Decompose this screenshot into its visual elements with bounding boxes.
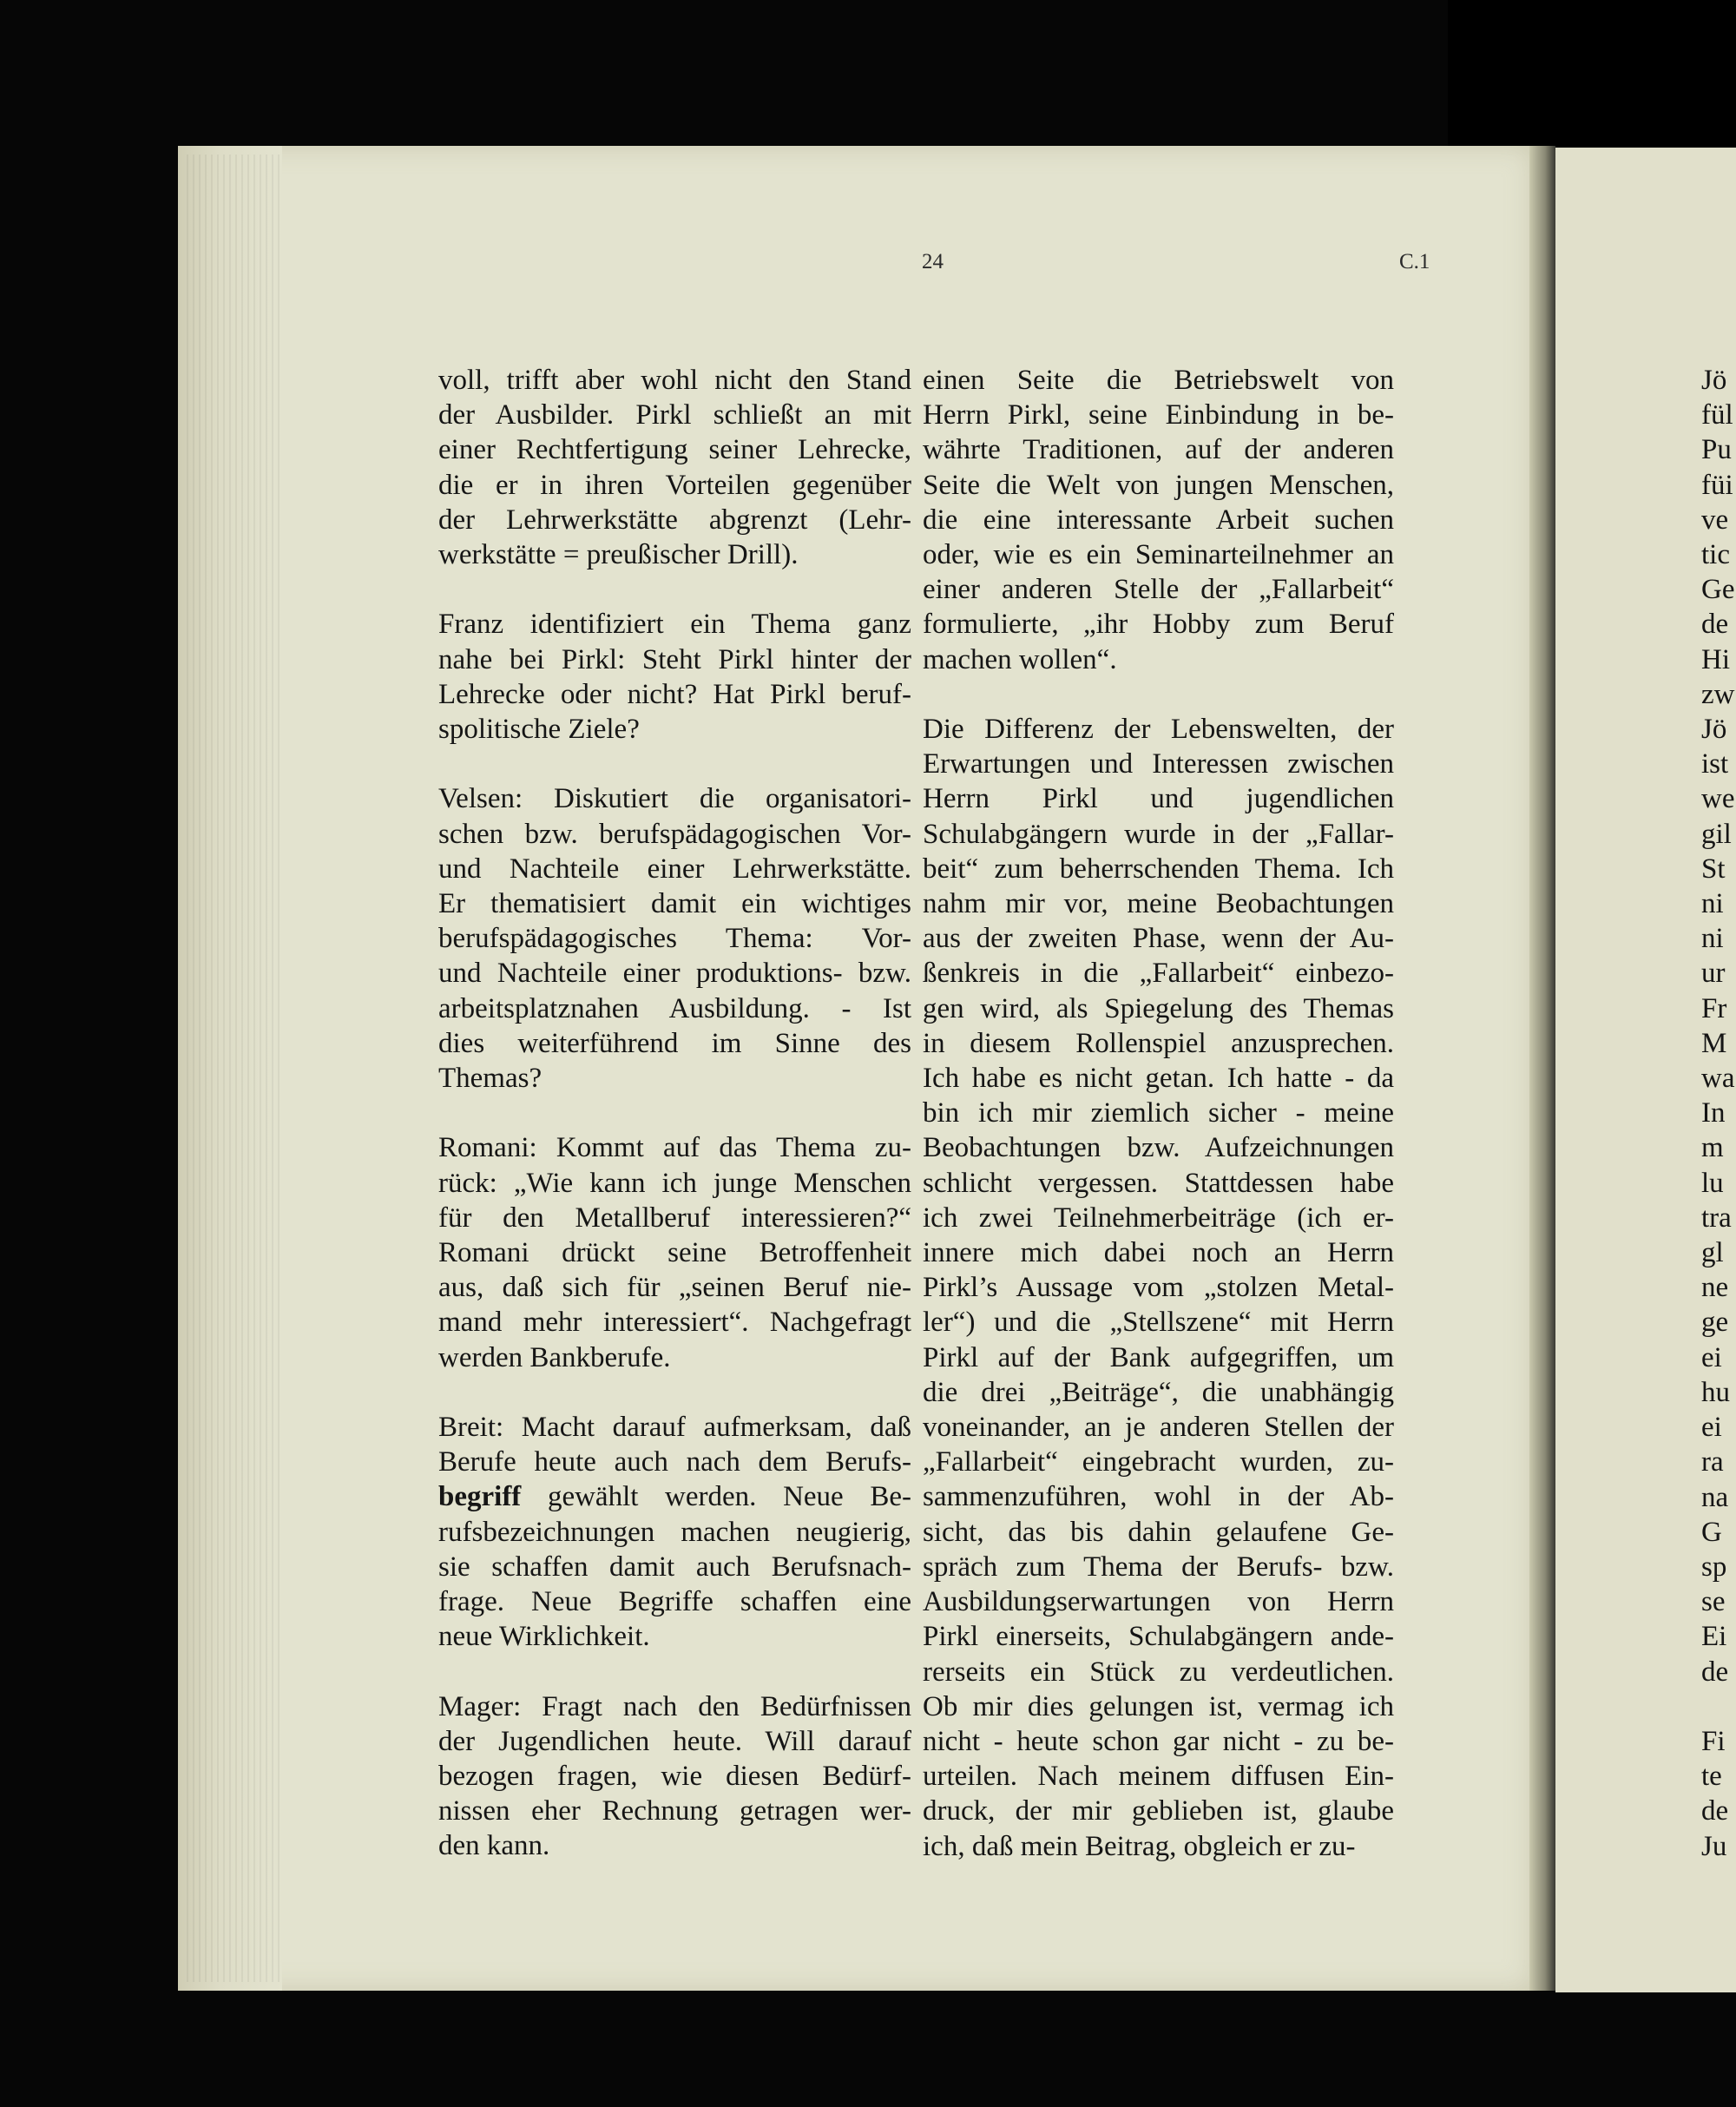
text-fragment: Jö — [1701, 714, 1727, 746]
text-line: Erwartungen und Interessen zwischen — [923, 748, 1394, 780]
text-line: und Nachteile einer produktions- bzw. — [438, 958, 911, 990]
text-line: Lehrecke oder nicht? Hat Pirkl beruf- — [438, 678, 911, 710]
text-fragment: M — [1701, 1027, 1727, 1059]
text-line: Schulabgängern wurde in der „Fallar- — [923, 818, 1394, 850]
text-line: innere mich dabei noch an Herrn — [923, 1237, 1394, 1269]
text-fragment: St — [1701, 853, 1726, 885]
text-line: nissen eher Rechnung getragen wer- — [438, 1795, 911, 1827]
text-fragment: Fi — [1701, 1725, 1726, 1757]
text-line: Die Differenz der Lebenswelten, der — [923, 714, 1394, 746]
page-edge-stack — [187, 155, 280, 1982]
text-fragment: Jö — [1701, 365, 1727, 396]
text-line: Romani: Kommt auf das Thema zu- — [438, 1132, 911, 1164]
text-line: aus, daß sich für „seinen Beruf nie- — [438, 1272, 911, 1304]
paragraph — [438, 1130, 911, 1374]
text-fragment: ei — [1701, 1412, 1722, 1444]
paragraph-gap — [438, 1096, 911, 1130]
text-line: die drei „Beiträge“, die unabhängig — [923, 1376, 1394, 1408]
text-line: machen wollen“. — [923, 643, 1117, 675]
text-line: Breit: Macht darauf aufmerksam, daß — [438, 1412, 911, 1444]
text-line: Herrn Pirkl, seine Einbindung in be- — [923, 399, 1394, 431]
text-fragment: te — [1701, 1761, 1722, 1793]
paragraph — [438, 1689, 911, 1864]
text-fragment: ni — [1701, 888, 1724, 920]
text-line: rerseits ein Stück zu verdeutlichen. — [923, 1656, 1394, 1688]
text-line: „Fallarbeit“ eingebracht wurden, zu- — [923, 1446, 1394, 1478]
text-line: aus der zweiten Phase, wenn der Au- — [923, 923, 1394, 955]
left-text-column — [438, 363, 911, 1864]
text-line: Beobachtungen bzw. Aufzeichnungen — [923, 1132, 1394, 1164]
text-line: ich zwei Teilnehmerbeiträge (ich er- — [923, 1202, 1394, 1234]
text-line: schlicht vergessen. Stattdessen habe — [923, 1167, 1394, 1199]
text-fragment: de — [1701, 1795, 1729, 1827]
text-line: Herrn Pirkl und jugendlichen — [923, 783, 1394, 815]
right-text-column — [923, 363, 1394, 1864]
text-line: beit“ zum beherrschenden Thema. Ich — [923, 853, 1394, 885]
text-line: werden Bankberufe. — [438, 1341, 671, 1373]
text-line: währte Traditionen, auf der anderen — [923, 434, 1394, 466]
text-line: rück: „Wie kann ich junge Menschen — [438, 1167, 911, 1199]
text-fragment: füi — [1701, 469, 1733, 501]
text-line: Ich habe es nicht getan. Ich hatte - da — [923, 1063, 1394, 1095]
text-fragment: gil — [1701, 818, 1732, 850]
text-fragment: Hi — [1701, 643, 1730, 675]
text-line: gen wird, als Spiegelung des Themas — [923, 992, 1394, 1024]
text-fragment: lu — [1701, 1167, 1724, 1199]
text-line: spräch zum Thema der Berufs- bzw. — [923, 1551, 1394, 1583]
text-line: Velsen: Diskutiert die organisatori- — [438, 783, 911, 815]
text-line: begriff gewählt werden. Neue Be- — [438, 1481, 911, 1513]
text-fragment: m — [1701, 1132, 1724, 1164]
paragraph — [438, 781, 911, 1096]
book-gutter — [1529, 146, 1555, 1991]
text-line: werkstätte = preußischer Drill). — [438, 539, 799, 571]
text-line: ich, daß mein Beitrag, obgleich er zu- — [923, 1830, 1356, 1862]
text-line: Romani drückt seine Betroffenheit — [438, 1237, 911, 1269]
paragraph-gap — [438, 1654, 911, 1689]
text-line: Pirkl auf der Bank aufgegriffen, um — [923, 1341, 1394, 1373]
text-fragment: fül — [1701, 399, 1733, 431]
text-line: in diesem Rollenspiel anzusprechen. — [923, 1027, 1394, 1059]
text-fragment: zw — [1701, 678, 1735, 710]
text-fragment: ne — [1701, 1272, 1729, 1304]
text-fragment: tic — [1701, 539, 1730, 571]
text-fragment: ur — [1701, 958, 1726, 990]
text-line: Er thematisiert damit ein wichtiges — [438, 888, 911, 920]
text-line: arbeitsplatznahen Ausbildung. - Ist — [438, 992, 911, 1024]
text-fragment: ist — [1701, 748, 1729, 780]
text-line: den kann. — [438, 1830, 550, 1862]
text-line: urteilen. Nach meinem diffusen Ein- — [923, 1761, 1394, 1793]
text-fragment: de — [1701, 609, 1729, 641]
text-fragment — [1701, 1689, 1736, 1724]
text-line: neue Wirklichkeit. — [438, 1621, 650, 1653]
paragraph — [923, 363, 1394, 677]
text-line: einer Rechtfertigung seiner Lehrecke, — [438, 434, 911, 466]
text-fragment: Fr — [1701, 992, 1727, 1024]
text-fragment: sp — [1701, 1551, 1727, 1583]
text-fragment: G — [1701, 1516, 1722, 1548]
text-line: sammenzuführen, wohl in der Ab- — [923, 1481, 1394, 1513]
text-line: schen bzw. berufspädagogischen Vor- — [438, 818, 911, 850]
text-fragment: de — [1701, 1656, 1729, 1688]
text-line: die eine interessante Arbeit suchen — [923, 504, 1394, 536]
text-fragment: In — [1701, 1097, 1726, 1129]
paragraph — [438, 607, 911, 747]
text-line: Seite die Welt von jungen Menschen, — [923, 469, 1394, 501]
text-line: die er in ihren Vorteilen gegenüber — [438, 469, 911, 501]
paragraph — [438, 363, 911, 572]
text-line: dies weiterführend im Sinne des — [438, 1027, 911, 1059]
text-line: einer anderen Stelle der „Fallarbeit“ — [923, 574, 1394, 606]
text-fragment: ge — [1701, 1307, 1729, 1339]
text-fragment: Ei — [1701, 1621, 1727, 1653]
paragraph-gap — [438, 1375, 911, 1410]
text-line: Themas? — [438, 1063, 542, 1095]
text-fragment: wa — [1701, 1063, 1735, 1095]
next-page-text-fragments — [1701, 363, 1736, 1864]
text-line: Berufe heute auch nach dem Berufs- — [438, 1446, 911, 1478]
text-line: bin ich mir ziemlich sicher - meine — [923, 1097, 1394, 1129]
text-fragment: ve — [1701, 504, 1729, 536]
text-line: frage. Neue Begriffe schaffen eine — [438, 1586, 911, 1618]
text-line: voll, trifft aber wohl nicht den Stand — [438, 365, 911, 396]
paragraph-gap — [923, 677, 1394, 712]
text-fragment: ni — [1701, 923, 1724, 955]
text-line: einen Seite die Betriebswelt von — [923, 365, 1394, 396]
text-fragment: ra — [1701, 1446, 1724, 1478]
text-line: formulierte, „ihr Hobby zum Beruf — [923, 609, 1394, 641]
text-fragment: Ju — [1701, 1830, 1727, 1862]
text-line: der Ausbilder. Pirkl schließt an mit — [438, 399, 911, 431]
text-line: Pirkl’s Aussage vom „stolzen Metal- — [923, 1272, 1394, 1304]
text-line: mand mehr interessiert“. Nachgefragt — [438, 1307, 911, 1339]
text-line: nahe bei Pirkl: Steht Pirkl hinter der — [438, 643, 911, 675]
text-line: Ob mir dies gelungen ist, vermag ich — [923, 1690, 1394, 1722]
text-line: der Jugendlichen heute. Will darauf — [438, 1725, 911, 1757]
text-line: ler“) und die „Stellszene“ mit Herrn — [923, 1307, 1394, 1339]
text-line: oder, wie es ein Seminarteilnehmer an — [923, 539, 1394, 571]
section-label: C.1 — [1399, 250, 1430, 273]
paragraph — [438, 1410, 911, 1654]
text-line: und Nachteile einer Lehrwerkstätte. — [438, 853, 911, 885]
text-fragment: hu — [1701, 1376, 1730, 1408]
text-fragment: we — [1701, 783, 1735, 815]
text-line: rufsbezeichnungen machen neugierig, — [438, 1516, 911, 1548]
text-line: ßenkreis in die „Fallarbeit“ einbezo- — [923, 958, 1394, 990]
paragraph-gap — [438, 747, 911, 781]
text-fragment: Ge — [1701, 574, 1735, 606]
page-number: 24 — [922, 250, 944, 273]
text-line: voneinander, an je anderen Stellen der — [923, 1412, 1394, 1444]
background-dark — [1448, 0, 1736, 148]
text-fragment: na — [1701, 1481, 1729, 1513]
text-fragment: tra — [1701, 1202, 1732, 1234]
text-fragment: se — [1701, 1586, 1726, 1618]
paragraph-gap — [438, 572, 911, 607]
text-fragment: ei — [1701, 1341, 1722, 1373]
text-line: Franz identifiziert ein Thema ganz — [438, 609, 911, 641]
paragraph — [923, 712, 1394, 1864]
text-line: berufspädagogisches Thema: Vor- — [438, 923, 911, 955]
text-line: bezogen fragen, wie diesen Bedürf- — [438, 1761, 911, 1793]
text-line: Ausbildungserwartungen von Herrn — [923, 1586, 1394, 1618]
text-line: Mager: Fragt nach den Bedürfnissen — [438, 1690, 911, 1722]
text-line: sie schaffen damit auch Berufsnach- — [438, 1551, 911, 1583]
text-line: sicht, das bis dahin gelaufene Ge- — [923, 1516, 1394, 1548]
text-line: Pirkl einerseits, Schulabgängern ande- — [923, 1621, 1394, 1653]
text-line: druck, der mir geblieben ist, glaube — [923, 1795, 1394, 1827]
text-line: nicht - heute schon gar nicht - zu be- — [923, 1725, 1394, 1757]
text-fragment: gl — [1701, 1237, 1724, 1269]
text-line: für den Metallberuf interessieren?“ — [438, 1202, 911, 1234]
text-fragment: Pu — [1701, 434, 1732, 466]
text-line: der Lehrwerkstätte abgrenzt (Lehr- — [438, 504, 911, 536]
text-line: spolitische Ziele? — [438, 714, 640, 746]
text-line: nahm mir vor, meine Beobachtungen — [923, 888, 1394, 920]
